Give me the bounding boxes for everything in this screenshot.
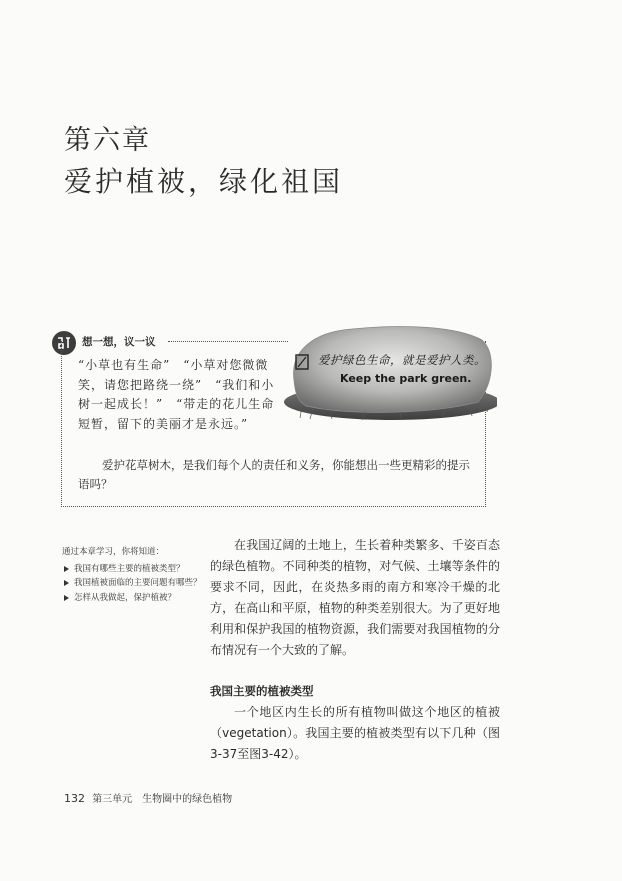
intro-paragraph: 在我国辽阔的土地上，生长着种类繁多、千姿百态的绿色植物。不同种类的植物，对气候、土壤等条件的要求不同，因此，在炎热多雨的南方和寒冷干燥的北方，在高山和平原，植物的种类差别很大。为了更好地利用和保护我国的植物资源，我们需要对我国植物的分布情况有一个大致的了解。 bbox=[210, 538, 500, 657]
think-box-title: 想一想，议一议 bbox=[82, 336, 156, 348]
chapter-number: 第六章 bbox=[64, 125, 151, 156]
unit-title: 第三单元 生物圈中的绿色植物 bbox=[92, 794, 233, 805]
think-box-quote: “小草也有生命” “小草对您微微笑，请您把路绕一绕” “我们和小树一起成长！” “带走的花儿生命短暂，留下的美丽才是永远。” bbox=[78, 358, 275, 431]
stone-inscription-english: Keep the park green. bbox=[340, 372, 472, 385]
page-footer bbox=[64, 790, 232, 805]
think-box-question: 爱护花草树木，是我们每个人的责任和义务，你能想出一些更精彩的提示语吗？ bbox=[78, 458, 470, 491]
stone-inscription-chinese: 爱护绿色生命，就是爱护人类。 bbox=[318, 353, 486, 367]
chapter-title: 爱护植被，绿化祖国 bbox=[64, 165, 344, 198]
list-item: 我国有哪些主要的植被类型？ bbox=[62, 562, 212, 577]
vegetation-paragraph: 一个地区内生长的所有植物叫做这个地区的植被（vegetation）。我国主要的植被类型有以下几种（图3-37至图3-42）。 bbox=[210, 705, 500, 761]
learning-goals-sidebar bbox=[62, 545, 212, 605]
list-item: 怎样从我做起，保护植被？ bbox=[62, 591, 212, 606]
section-heading: 我国主要的植被类型 bbox=[210, 684, 314, 698]
page-number: 132 bbox=[64, 792, 85, 805]
list-item: 我国植被面临的主要问题有哪些？ bbox=[62, 576, 212, 591]
sidebar-intro: 通过本章学习，你将知道： bbox=[62, 547, 165, 557]
stone-sign-image bbox=[282, 322, 497, 420]
